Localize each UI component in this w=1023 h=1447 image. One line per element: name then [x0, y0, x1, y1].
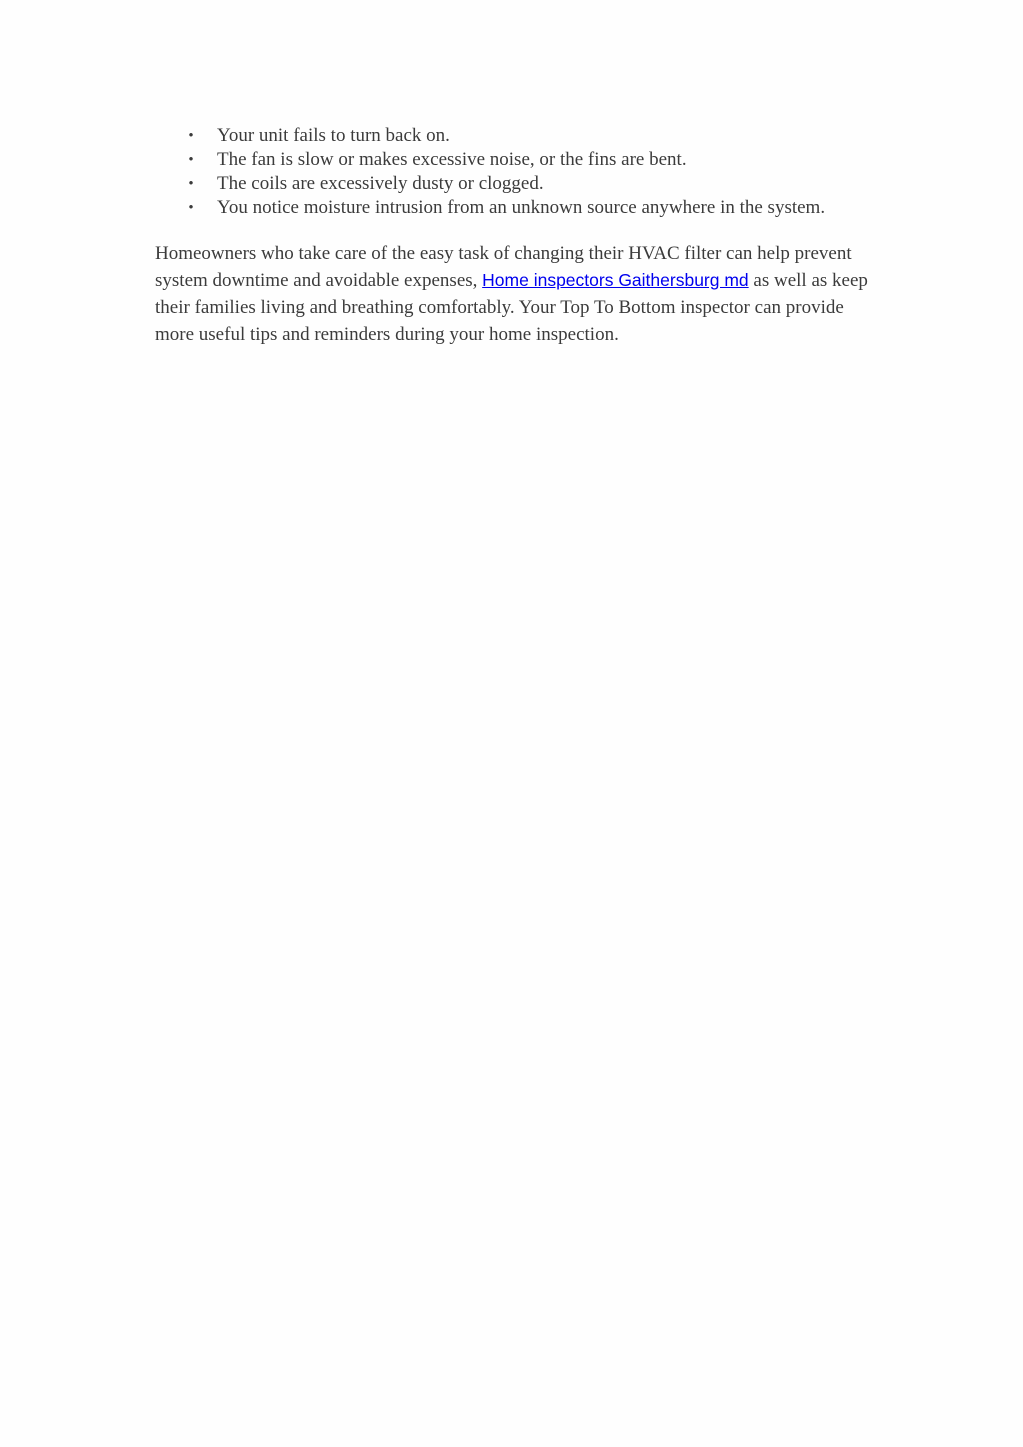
list-item — [155, 148, 875, 172]
bullet-icon: • — [188, 200, 194, 216]
bullet-icon: • — [188, 152, 194, 168]
bullet-list — [155, 124, 875, 220]
body-paragraph — [155, 240, 875, 348]
list-item — [155, 172, 875, 196]
bullet-icon: • — [188, 176, 194, 192]
list-item-text: You notice moisture intrusion from an unknown source anywhere in the system. — [217, 197, 826, 218]
home-inspectors-link[interactable]: Home inspectors Gaithersburg md — [482, 270, 749, 290]
list-item-text: The coils are excessively dusty or clogged. — [217, 173, 544, 194]
bullet-icon: • — [188, 128, 194, 144]
document-content — [155, 124, 875, 348]
list-item — [155, 196, 875, 220]
list-item-text: Your unit fails to turn back on. — [217, 125, 450, 146]
list-item-text: The fan is slow or makes excessive noise, or the fins are bent. — [217, 149, 687, 170]
paragraph-text-after: as well as keep their families living and breathing comfortably. Your Top To Bottom inspector can provide more useful tips and reminders during your home inspection. — [155, 270, 868, 345]
paragraph-text-before: Homeowners who take care of the easy task of changing their HVAC filter can help prevent system downtime and avoidable expenses, — [155, 243, 852, 291]
list-item — [155, 124, 875, 148]
